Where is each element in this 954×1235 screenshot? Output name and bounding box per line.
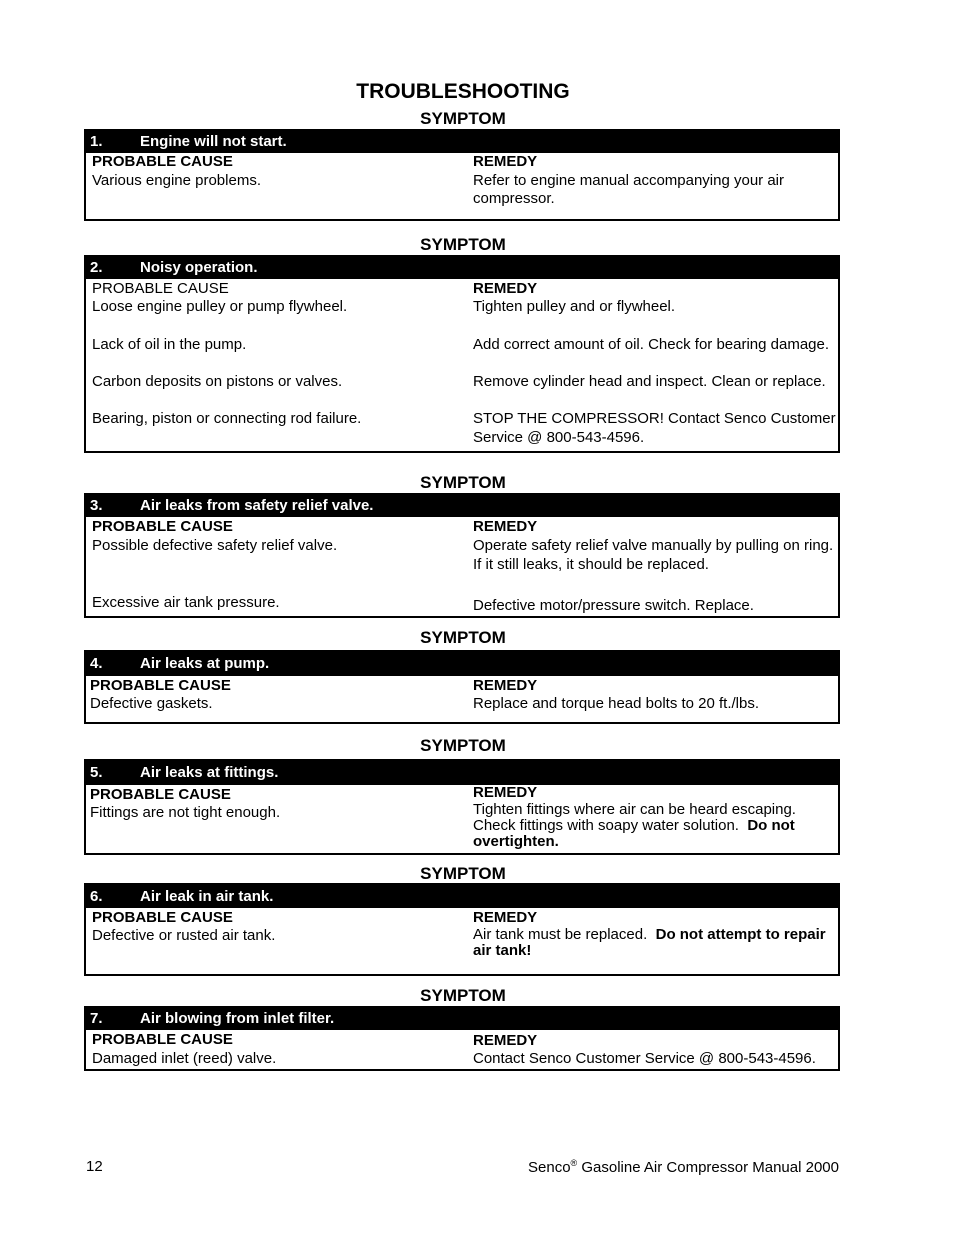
remedy-text: Defective motor/pressure switch. Replace. [473, 597, 754, 614]
remedy-block [473, 927, 841, 959]
cause-header: PROBABLE CAUSE [92, 909, 233, 926]
symptom-text: Air leaks at pump. [140, 655, 270, 672]
remedy-text: Replace and torque head bolts to 20 ft./lbs. [473, 695, 760, 712]
symptom-box-3 [84, 493, 840, 618]
footer-title [528, 1158, 839, 1176]
symptom-label: SYMPTOM [420, 864, 506, 883]
cause-text: Damaged inlet (reed) valve. [92, 1050, 277, 1067]
remedy-text: Tighten fittings where air can be heard escaping. Check fittings with soapy water solution. [473, 801, 796, 834]
remedy-header: REMEDY [473, 280, 538, 297]
symptom-text: Air leaks at fittings. [140, 764, 279, 781]
remedy-header: REMEDY [473, 909, 538, 926]
cause-text: Lack of oil in the pump. [92, 336, 247, 353]
symptom-bar [86, 1008, 838, 1030]
remedy-text: Contact Senco Customer Service @ 800-543-4596. [473, 1050, 816, 1067]
symptom-number: 1. [90, 133, 103, 150]
cause-text: Bearing, piston or connecting rod failure. [92, 410, 362, 427]
remedy-text: Tighten pulley and or flywheel. [473, 298, 676, 315]
symptom-label: SYMPTOM [420, 473, 506, 492]
symptom-box-4 [84, 650, 840, 724]
symptom-label: SYMPTOM [420, 986, 506, 1005]
remedy-header: REMEDY [473, 784, 538, 801]
symptom-box-1 [84, 129, 840, 221]
symptom-label: SYMPTOM [420, 628, 506, 647]
cause-text: Carbon deposits on pistons or valves. [92, 373, 343, 390]
remedy-text: Air tank must be replaced. [473, 926, 648, 943]
remedy-text: Remove cylinder head and inspect. Clean or replace. [473, 373, 826, 390]
cause-header: PROBABLE CAUSE [92, 280, 229, 297]
cause-header: PROBABLE CAUSE [90, 786, 231, 803]
remedy-text: Add correct amount of oil. Check for bearing damage. [473, 336, 830, 353]
cause-text: Loose engine pulley or pump flywheel. [92, 298, 348, 315]
page-title: TROUBLESHOOTING [356, 80, 570, 103]
remedy-header: REMEDY [473, 518, 538, 535]
remedy-text: Operate safety relief valve manually by pulling on ring. If it still leaks, it should be replaced. [473, 537, 834, 573]
symptom-bar [86, 257, 838, 279]
symptom-box-2 [84, 255, 840, 453]
symptom-label: SYMPTOM [420, 109, 506, 128]
symptom-label: SYMPTOM [420, 736, 506, 755]
symptom-label: SYMPTOM [420, 235, 506, 254]
symptom-number: 3. [90, 497, 103, 514]
symptom-box-5 [84, 759, 840, 855]
cause-text: Excessive air tank pressure. [92, 594, 280, 611]
cause-column [92, 153, 462, 190]
symptom-box-6 [84, 883, 840, 976]
symptom-number: 2. [90, 259, 103, 276]
symptom-bar [86, 652, 838, 676]
registered-mark: ® [570, 1158, 578, 1168]
remedy-text: Refer to engine manual accompanying your air compressor. [473, 171, 785, 207]
cause-text: Fittings are not tight enough. [90, 804, 281, 821]
cause-header: PROBABLE CAUSE [92, 518, 233, 535]
cause-text: Defective gaskets. [90, 695, 213, 712]
symptom-bar [86, 495, 838, 517]
symptom-number: 5. [90, 764, 103, 781]
brand-name: Senco [528, 1159, 571, 1176]
symptom-bar [86, 761, 838, 785]
symptom-text: Air leaks from safety relief valve. [140, 497, 374, 514]
symptom-bar [86, 131, 838, 153]
symptom-box-7 [84, 1006, 840, 1071]
symptom-text: Air blowing from inlet filter. [140, 1010, 335, 1027]
cause-text: Defective or rusted air tank. [92, 927, 276, 944]
cause-header: PROBABLE CAUSE [92, 153, 233, 170]
remedy-header: REMEDY [473, 677, 538, 694]
remedy-warning: Do not overtighten. [473, 817, 795, 850]
symptom-number: 7. [90, 1010, 103, 1027]
page-number: 12 [86, 1158, 103, 1175]
symptom-number: 6. [90, 888, 103, 905]
symptom-bar [86, 885, 838, 908]
remedy-block [473, 802, 841, 850]
symptom-number: 4. [90, 655, 103, 672]
cause-header: PROBABLE CAUSE [92, 1031, 233, 1048]
symptom-text: Air leak in air tank. [140, 888, 274, 905]
remedy-column [473, 153, 841, 209]
cause-text: Various engine problems. [92, 171, 261, 189]
symptom-text: Noisy operation. [140, 259, 258, 276]
cause-header: PROBABLE CAUSE [90, 677, 231, 694]
remedy-warning: Do not attempt to repair air tank! [473, 926, 826, 959]
remedy-header: REMEDY [473, 1032, 538, 1049]
remedy-header: REMEDY [473, 153, 538, 170]
symptom-text: Engine will not start. [140, 133, 287, 150]
remedy-text: STOP THE COMPRESSOR! Contact Senco Customer Service @ 800-543-4596. [473, 410, 836, 446]
cause-text: Possible defective safety relief valve. [92, 537, 338, 554]
manual-title: Gasoline Air Compressor Manual 2000 [581, 1159, 839, 1176]
